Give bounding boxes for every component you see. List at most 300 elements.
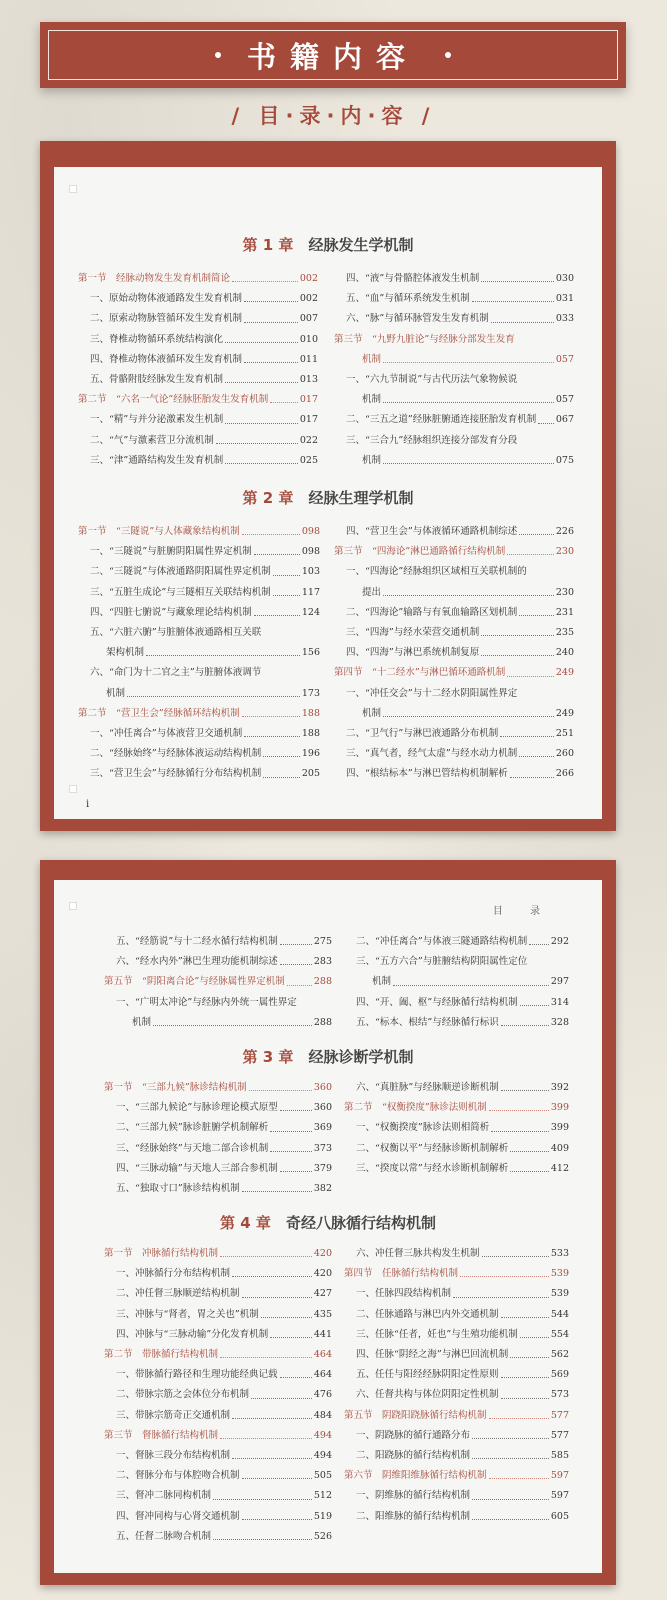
toc-entry-title: 第三节 督脉循行结构机制 — [104, 1429, 219, 1441]
toc-entry-page: 360 — [313, 1102, 332, 1114]
toc-entry-page: 057 — [555, 353, 574, 365]
toc-entry-title: 五、骨骼附肢经脉发生发育机制 — [90, 374, 224, 386]
leader-dots — [520, 993, 549, 1006]
toc-entry-page: 328 — [550, 1016, 569, 1028]
toc-entry — [78, 562, 320, 582]
toc-entry-page: 022 — [299, 434, 318, 446]
toc-entry — [334, 390, 574, 410]
toc-entry-title: 第二节 “六名一气论”经脉胚胎发生发育机制 — [78, 394, 269, 406]
toc-entry-title: 二、任脉通路与淋巴内外交通机制 — [356, 1308, 499, 1320]
leader-dots — [242, 1507, 312, 1520]
leader-dots — [270, 1118, 312, 1131]
toc-entry-title: 二、冲任督三脉顺逆结构机制 — [116, 1288, 240, 1300]
leader-dots — [242, 1466, 312, 1479]
toc-column — [78, 269, 318, 471]
toc-entry — [334, 684, 574, 704]
toc-entry-title: 第四节 任脉循行结构机制 — [344, 1268, 459, 1280]
toc-entry-page: 030 — [555, 273, 574, 284]
toc-entry-title: 二、“气”与激素营卫分流机制 — [90, 434, 214, 446]
toc-entry — [334, 269, 574, 289]
toc-entry-page: 266 — [555, 768, 574, 780]
toc-entry-title: 四、督冲同构与心肾交通机制 — [116, 1510, 240, 1522]
toc-entry-page: 017 — [299, 394, 318, 406]
toc-entry-title: 二、“冲任离合”与体液三隧通路结构机制 — [356, 936, 528, 947]
toc-entry-title: 六、“脉”与循环脉管发生发育机制 — [346, 313, 489, 325]
leader-dots — [254, 603, 300, 616]
toc-entry — [344, 1345, 569, 1365]
toc-entry — [104, 1406, 332, 1426]
toc-entry-page: 420 — [313, 1268, 332, 1280]
toc-section-entry — [78, 704, 320, 724]
toc-entry-title: 第一节 “三部九候”脉诊结构机制 — [104, 1082, 247, 1093]
leader-dots — [519, 522, 554, 535]
section-title: 书籍内容 — [246, 39, 419, 74]
toc-entry-title: 六、“命门为十二官之主”与脏腑体液调节 — [90, 667, 262, 679]
toc-entry-title: 五、“六脏六腑”与脏腑体液通路相互关联 — [90, 627, 262, 639]
leader-dots — [153, 1013, 312, 1026]
toc-entry — [104, 1466, 332, 1486]
leader-dots — [472, 1486, 549, 1499]
toc-entry-page: 420 — [313, 1248, 332, 1259]
toc-entry-page: 275 — [313, 936, 332, 947]
corner-mark — [69, 785, 77, 793]
leader-dots — [249, 1078, 312, 1091]
toc-section-entry — [104, 1426, 332, 1446]
toc-entry-title: 一、“冲任离合”与体液营卫交通机制 — [90, 728, 243, 740]
leader-dots — [244, 289, 298, 302]
toc-entry — [344, 1426, 569, 1446]
toc-entry-title: 二、“四海论”输路与有氧血输路区划机制 — [346, 606, 518, 618]
toc-entry — [334, 744, 574, 764]
toc-entry — [104, 1159, 332, 1179]
toc-entry — [104, 1139, 332, 1159]
toc-entry — [344, 1446, 569, 1466]
leader-dots — [263, 744, 300, 757]
toc-column — [344, 1244, 569, 1527]
toc-section-entry — [334, 542, 574, 562]
toc-section-entry — [104, 1244, 332, 1264]
toc-entry-page: 067 — [555, 414, 574, 426]
leader-dots — [501, 1013, 549, 1026]
toc-entry — [78, 410, 318, 430]
toc-entry — [78, 724, 320, 744]
toc-entry-title: 五、任督二脉吻合机制 — [116, 1530, 212, 1542]
toc-entry-page: 013 — [299, 374, 318, 386]
toc-entry-title: 一、“精”与并分泌激素发生机制 — [90, 414, 224, 426]
toc-entry-page: 373 — [313, 1142, 332, 1154]
toc-entry-title: 五、“血”与循环系统发生机制 — [346, 293, 470, 305]
toc-section-entry — [334, 330, 574, 350]
leader-dots — [472, 289, 554, 302]
toc-entry-title: 三、“营卫生会”与经脉循行分布结构机制 — [90, 768, 262, 780]
leader-dots — [213, 1486, 312, 1499]
chapter-heading — [54, 1046, 602, 1067]
leader-dots — [220, 1426, 312, 1439]
toc-entry-title: 三、“经脉始终”与天地二部合诊机制 — [116, 1142, 269, 1154]
toc-entry-page: 605 — [550, 1510, 569, 1522]
toc-entry-title: 一、“六九节制说”与古代历法气象物候说 — [346, 374, 518, 386]
toc-entry — [334, 410, 574, 430]
toc-entry-title: 一、冲脉循行分布结构机制 — [116, 1268, 231, 1280]
toc-entry-page: 231 — [555, 606, 574, 618]
toc-entry-title: 五、任任与阳经经脉阴阳定性原则 — [356, 1369, 499, 1381]
toc-entry-page: 382 — [313, 1183, 332, 1195]
toc-entry-page: 464 — [313, 1349, 332, 1361]
leader-dots — [491, 1118, 549, 1131]
toc-entry — [78, 350, 318, 370]
chapter-title: 经脉生理学机制 — [308, 489, 414, 507]
chapter-heading — [54, 487, 602, 508]
toc-entry — [334, 724, 574, 744]
leader-dots — [225, 451, 298, 464]
toc-entry-page: 002 — [299, 293, 318, 305]
leader-dots — [261, 1305, 312, 1318]
toc-entry-page: 441 — [313, 1328, 332, 1340]
toc-entry-page: 597 — [550, 1470, 569, 1482]
leader-dots — [251, 1385, 312, 1398]
toc-entry — [344, 1118, 569, 1138]
toc-entry-page: 075 — [555, 454, 574, 466]
toc-page-2 — [54, 880, 602, 1573]
leader-dots — [383, 704, 554, 717]
toc-entry — [334, 522, 574, 542]
toc-section-entry — [104, 1078, 332, 1098]
toc-entry-page: 010 — [299, 333, 318, 345]
leader-dots — [500, 724, 554, 737]
toc-entry — [344, 1325, 569, 1345]
toc-entry-page: 392 — [550, 1082, 569, 1093]
toc-entry — [78, 603, 320, 623]
toc-entry-title: 第一节 冲脉循行结构机制 — [104, 1248, 219, 1259]
toc-entry-title: 机制 — [362, 707, 382, 719]
toc-column — [104, 1078, 332, 1199]
toc-entry — [78, 764, 320, 784]
toc-entry — [104, 1365, 332, 1385]
leader-dots — [232, 1264, 312, 1277]
toc-entry-title: 第三节 “九野九脏论”与经脉分部发生发育 — [334, 333, 515, 345]
toc-entry-title: 四、“四海”与淋巴系统机制复原 — [346, 647, 480, 659]
toc-entry — [78, 744, 320, 764]
toc-entry-title: 一、阴跷脉的循行通路分布 — [356, 1429, 471, 1441]
toc-entry-title: 二、原索动物脉管循环发生发育机制 — [90, 313, 243, 325]
toc-entry-title: 第二节 带脉循行结构机制 — [104, 1349, 219, 1361]
toc-section-entry — [344, 1406, 569, 1426]
toc-entry-page: 399 — [550, 1122, 569, 1134]
toc-entry-title: 四、“营卫生会”与体液循环通路机制综述 — [346, 526, 518, 537]
running-head: 目 录 — [492, 906, 552, 917]
chapter-number: 第 4 章 — [220, 1214, 271, 1232]
toc-entry-title: 二、带脉宗筋之会体位分布机制 — [116, 1389, 250, 1401]
leader-dots — [280, 952, 312, 965]
toc-entry-page: 544 — [550, 1308, 569, 1320]
leader-dots — [242, 1284, 312, 1297]
toc-entry — [344, 1139, 569, 1159]
leader-dots — [510, 1345, 549, 1358]
toc-entry-page: 297 — [550, 976, 569, 988]
toc-entry-page: 585 — [550, 1450, 569, 1462]
leader-dots — [270, 390, 298, 403]
toc-entry-page: 025 — [299, 454, 318, 466]
leader-dots — [510, 1159, 549, 1172]
leader-dots — [232, 269, 298, 282]
toc-entry — [344, 932, 569, 952]
chapter-number: 第 1 章 — [242, 236, 294, 254]
toc-entry-title: 四、“开、阖、枢”与经脉循行结构机制 — [356, 996, 518, 1008]
toc-entry — [344, 1078, 569, 1098]
leader-dots — [280, 1159, 312, 1172]
toc-entry-title: 三、“真气者，经气太虚”与经水动力机制 — [346, 748, 518, 760]
toc-entry-title: 第一节 经脉动物发生发育机制简论 — [78, 273, 231, 284]
toc-entry-title: 六、“经水内外”淋巴生理功能机制综述 — [116, 956, 278, 968]
leader-dots — [481, 623, 554, 636]
section-header-banner — [40, 22, 626, 88]
toc-entry-title: 一、原始动物体液通路发生发育机制 — [90, 293, 243, 305]
toc-section-entry — [344, 1264, 569, 1284]
leader-dots — [538, 410, 554, 423]
toc-entry-page: 251 — [555, 728, 574, 740]
leader-dots — [519, 744, 554, 757]
bullet-dot-icon — [445, 52, 451, 58]
toc-entry-page: 033 — [555, 313, 574, 325]
toc-entry — [334, 451, 574, 471]
toc-entry-title: 二、阳跷脉的循行结构机制 — [356, 1450, 471, 1462]
toc-entry-page: 230 — [555, 546, 574, 558]
toc-entry-title: 一、“三隧说”与脏腑阴阳属性界定机制 — [90, 546, 252, 558]
toc-entry — [344, 1013, 569, 1033]
leader-dots — [510, 1139, 549, 1152]
leader-dots — [383, 451, 554, 464]
toc-entry-title: 五、“经筋说”与十二经水循行结构机制 — [116, 936, 278, 947]
toc-entry-title: 提出 — [362, 586, 382, 598]
toc-entry-title: 第一节 “三隧说”与人体藏象结构机制 — [78, 526, 240, 537]
leader-dots — [472, 1507, 549, 1520]
toc-entry — [104, 1446, 332, 1466]
leader-dots — [273, 583, 300, 596]
toc-entry — [344, 1365, 569, 1385]
toc-entry — [78, 370, 318, 390]
toc-entry-title: 四、“根结标本”与淋巴管结构机制解析 — [346, 768, 508, 780]
toc-entry-page: 569 — [550, 1369, 569, 1381]
leader-dots — [232, 1406, 312, 1419]
toc-entry-page: 412 — [550, 1162, 569, 1174]
leader-dots — [489, 1406, 549, 1419]
leader-dots — [242, 704, 300, 717]
toc-entry-title: 三、“三合九”经脉组织连接分部发育分段 — [346, 434, 518, 446]
toc-entry-title: 三、脊椎动物循环系统结构演化 — [90, 333, 224, 345]
toc-entry-title: 三、“揆度以常”与经水诊断机制解析 — [356, 1162, 509, 1174]
leader-dots — [507, 663, 554, 676]
toc-entry-page: 526 — [313, 1530, 332, 1542]
toc-entry — [104, 1179, 332, 1199]
toc-entry-title: 机制 — [106, 687, 126, 699]
toc-entry-page: 240 — [555, 647, 574, 659]
leader-dots — [501, 1078, 549, 1091]
toc-entry — [104, 932, 332, 952]
leader-dots — [520, 1325, 549, 1338]
toc-entry-title: 第二节 “营卫生会”经脉循环结构机制 — [78, 707, 240, 719]
toc-entry-page: 597 — [550, 1490, 569, 1502]
toc-entry — [334, 704, 574, 724]
toc-entry-page: 435 — [313, 1308, 332, 1320]
toc-entry-title: 三、任脉“任者，妊也”与生殖功能机制 — [356, 1328, 518, 1340]
leader-dots — [244, 724, 300, 737]
toc-entry — [104, 1507, 332, 1527]
toc-column — [334, 522, 574, 785]
toc-entry — [334, 603, 574, 623]
toc-entry-page: 476 — [313, 1389, 332, 1401]
leader-dots — [280, 1365, 312, 1378]
toc-entry-title: 二、督脉分布与体腔吻合机制 — [116, 1470, 240, 1482]
leader-dots — [287, 972, 312, 985]
toc-section-entry — [334, 663, 574, 683]
toc-entry-page: 539 — [550, 1288, 569, 1300]
toc-section-entry — [78, 522, 320, 542]
leader-dots — [225, 370, 298, 383]
toc-entry-page: 188 — [301, 707, 320, 719]
toc-entry-title: 四、任脉“阴经之海”与淋巴回流机制 — [356, 1349, 509, 1361]
leader-dots — [242, 522, 300, 535]
toc-entry-page: 533 — [550, 1248, 569, 1259]
toc-entry — [334, 289, 574, 309]
toc-entry-page: 156 — [301, 647, 320, 659]
toc-entry — [104, 1098, 332, 1118]
toc-entry-title: 机制 — [372, 976, 392, 988]
toc-entry-page: 399 — [550, 1102, 569, 1114]
toc-entry-title: 机制 — [362, 454, 382, 466]
leader-dots — [273, 562, 300, 575]
toc-entry-title: 三、带脉宗筋奇正交通机制 — [116, 1409, 231, 1421]
toc-entry — [344, 993, 569, 1013]
leader-dots — [146, 643, 300, 656]
leader-dots — [242, 1179, 312, 1192]
toc-entry-page: 505 — [313, 1470, 332, 1482]
leader-dots — [383, 583, 554, 596]
leader-dots — [507, 542, 554, 555]
toc-entry-page: 369 — [313, 1122, 332, 1134]
chapter-number: 第 3 章 — [242, 1048, 294, 1066]
toc-entry — [78, 663, 320, 683]
leader-dots — [232, 1446, 312, 1459]
toc-entry — [334, 764, 574, 784]
toc-entry — [78, 643, 320, 663]
toc-entry — [104, 1325, 332, 1345]
leader-dots — [489, 1466, 549, 1479]
toc-entry — [104, 1284, 332, 1304]
toc-entry-page: 360 — [313, 1082, 332, 1093]
toc-entry-title: 一、“四海论”经脉组织区域相互关联机制的 — [346, 566, 527, 578]
toc-column — [104, 1244, 332, 1547]
toc-entry — [344, 1486, 569, 1506]
toc-entry-page: 427 — [313, 1288, 332, 1300]
toc-entry — [78, 542, 320, 562]
toc-entry — [344, 1244, 569, 1264]
toc-entry-page: 017 — [299, 414, 318, 426]
toc-entry-page: 205 — [301, 768, 320, 780]
toc-entry — [344, 1507, 569, 1527]
chapter-heading — [54, 1212, 602, 1233]
toc-entry-title: 第三节 “四海论”淋巴通路循行结构机制 — [334, 546, 506, 558]
toc-entry-title: 机制 — [132, 1016, 152, 1028]
page-number: i — [86, 799, 90, 810]
leader-dots — [270, 1325, 312, 1338]
leader-dots — [453, 1284, 549, 1297]
toc-entry — [344, 1385, 569, 1405]
toc-section-entry — [104, 1345, 332, 1365]
toc-column — [334, 269, 574, 471]
toc-entry-page: 314 — [550, 996, 569, 1008]
toc-entry-title: 一、“广明太冲论”与经脉内外统一属性界定 — [116, 996, 297, 1008]
chapter-title: 经脉诊断学机制 — [308, 1048, 414, 1066]
toc-section-entry — [78, 269, 318, 289]
toc-entry-title: 一、“冲任交会”与十二经水阴阳属性界定 — [346, 687, 518, 699]
toc-section-entry — [78, 390, 318, 410]
leader-dots — [244, 309, 298, 322]
toc-entry-title: 四、脊椎动物体液循环发生发育机制 — [90, 353, 243, 365]
leader-dots — [254, 542, 300, 555]
toc-entry-page: 011 — [299, 353, 318, 365]
section-subtitle: / 目·录·内·容 / — [231, 104, 436, 128]
leader-dots — [393, 972, 549, 985]
toc-column — [344, 1078, 569, 1179]
toc-entry-title: 第四节 “十二经水”与淋巴循环通路机制 — [334, 667, 506, 679]
toc-entry-page: 494 — [313, 1429, 332, 1441]
leader-dots — [263, 764, 300, 777]
toc-entry-title: 二、“卫气行”与淋巴液通路分布机制 — [346, 728, 499, 740]
leader-dots — [220, 1345, 312, 1358]
leader-dots — [383, 390, 554, 403]
toc-entry — [104, 1527, 332, 1547]
toc-entry-title: 一、“三部九候论”与脉诊理论模式原型 — [116, 1102, 278, 1114]
toc-column — [344, 932, 569, 1033]
toc-entry-page: 260 — [555, 748, 574, 760]
chapter-heading — [54, 234, 602, 255]
corner-mark — [69, 902, 77, 910]
toc-entry-page: 484 — [313, 1409, 332, 1421]
toc-section-entry — [344, 1466, 569, 1486]
toc-entry-page: 539 — [550, 1268, 569, 1280]
toc-entry-title: 二、“经脉始终”与经脉体液运动结构机制 — [90, 748, 262, 760]
leader-dots — [244, 350, 298, 363]
toc-entry — [104, 993, 332, 1013]
toc-entry-page: 007 — [299, 313, 318, 325]
toc-entry-title: 二、“三隧说”与体液通路阴阳属性界定机制 — [90, 566, 271, 578]
toc-entry-title: 一、任脉四段结构机制 — [356, 1288, 452, 1300]
toc-entry-title: 二、“三五之道”经脉脏腑通连接胚胎发育机制 — [346, 414, 537, 426]
toc-entry-page: 173 — [301, 687, 320, 699]
leader-dots — [225, 410, 298, 423]
toc-entry-page: 494 — [313, 1450, 332, 1462]
toc-entry-title: 第六节 阴维阳维脉循行结构机制 — [344, 1470, 487, 1482]
toc-entry-page: 577 — [550, 1409, 569, 1421]
toc-entry-title: 一、督脉三段分布结构机制 — [116, 1450, 231, 1462]
toc-entry-title: 一、“权衡揆度”脉诊法则相简析 — [356, 1122, 490, 1134]
toc-entry — [334, 583, 574, 603]
leader-dots — [216, 431, 298, 444]
toc-entry-page: 573 — [550, 1389, 569, 1401]
chapter-title: 经脉发生学机制 — [308, 236, 414, 254]
toc-entry-page: 196 — [301, 748, 320, 760]
toc-entry-page: 577 — [550, 1429, 569, 1441]
toc-entry-title: 六、冲任督三脉共构发生机制 — [356, 1248, 480, 1259]
toc-entry — [334, 309, 574, 329]
toc-entry-page: 098 — [301, 526, 320, 537]
toc-entry-title: 二、阳维脉的循行结构机制 — [356, 1510, 471, 1522]
toc-entry-page: 103 — [301, 566, 320, 578]
toc-entry-page: 226 — [555, 526, 574, 537]
toc-entry — [78, 289, 318, 309]
leader-dots — [501, 1305, 549, 1318]
toc-entry — [104, 1118, 332, 1138]
